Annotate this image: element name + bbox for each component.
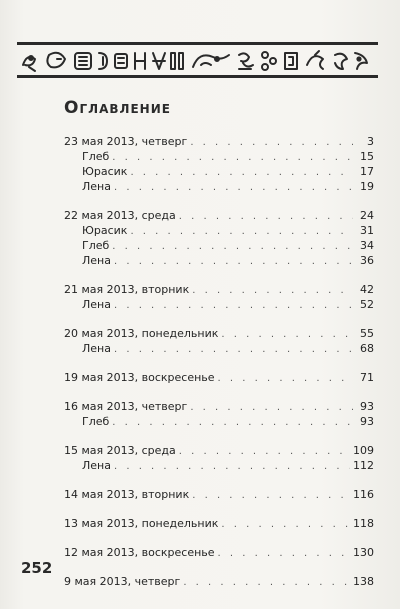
dot-leader (183, 576, 350, 590)
toc-entry-date-label: 19 мая 2013, воскресенье (64, 371, 215, 384)
toc-entry-sub-label: Лена (82, 254, 111, 267)
toc-entry-date (64, 444, 374, 459)
toc-entry-sub-label: Лена (82, 180, 111, 193)
dot-leader (114, 255, 353, 269)
mayan-glyph-frieze (17, 42, 378, 78)
toc-entry-sub-label: Лена (82, 298, 111, 311)
toc-entry-date-label: 21 мая 2013, вторник (64, 283, 190, 296)
toc-entry-sub-page: 93 (360, 415, 374, 428)
dot-leader (112, 416, 353, 430)
toc-entry-date (64, 209, 374, 224)
toc-entry-date-page: 109 (353, 444, 374, 457)
toc-group (64, 371, 374, 386)
toc-entry-sub-page: 112 (353, 459, 374, 472)
page-number: 252 (21, 559, 53, 577)
toc-entry-date-page: 130 (353, 546, 374, 559)
dot-leader (190, 136, 353, 150)
toc-group (64, 400, 374, 430)
toc-entry-sub (64, 239, 374, 254)
toc-group (64, 517, 374, 532)
toc-entry-sub-label: Юрасик (82, 165, 128, 178)
toc-entry-date-label: 14 мая 2013, вторник (64, 488, 190, 501)
dot-leader (221, 518, 350, 532)
toc-entry-sub (64, 298, 374, 313)
toc-entry-sub-label: Лена (82, 459, 111, 472)
toc-entry-sub-label: Глеб (82, 415, 110, 428)
dot-leader (218, 547, 350, 561)
toc-entry-sub-label: Лена (82, 342, 111, 355)
toc-entry-date-page: 71 (360, 371, 374, 384)
table-of-contents (64, 135, 374, 604)
dot-leader (130, 225, 353, 239)
toc-entry-date (64, 400, 374, 415)
toc-entry-date-label: 12 мая 2013, воскресенье (64, 546, 215, 559)
toc-entry-date-page: 55 (360, 327, 374, 340)
toc-entry-sub (64, 254, 374, 269)
dot-leader (190, 401, 353, 415)
toc-entry-date (64, 135, 374, 150)
toc-entry-sub (64, 224, 374, 239)
dot-leader (130, 166, 353, 180)
toc-group (64, 327, 374, 357)
glyph-frieze-icon (17, 45, 372, 75)
toc-entry-sub-label: Юрасик (82, 224, 128, 237)
toc-entry-sub (64, 165, 374, 180)
toc-entry-sub-page: 34 (360, 239, 374, 252)
toc-entry-date-label: 23 мая 2013, четверг (64, 135, 188, 148)
toc-group (64, 488, 374, 503)
dot-leader (179, 445, 350, 459)
toc-entry-sub (64, 180, 374, 195)
toc-entry-date-label: 22 мая 2013, среда (64, 209, 176, 222)
page-title: Оглавление (64, 98, 171, 118)
toc-entry-date-label: 15 мая 2013, среда (64, 444, 176, 457)
toc-entry-date (64, 371, 374, 386)
toc-group (64, 135, 374, 195)
toc-entry-date-label: 13 мая 2013, понедельник (64, 517, 219, 530)
dot-leader (114, 460, 350, 474)
dot-leader (221, 328, 353, 342)
toc-entry-sub-page: 17 (360, 165, 374, 178)
toc-group (64, 283, 374, 313)
dot-leader (114, 299, 353, 313)
toc-entry-date-page: 116 (353, 488, 374, 501)
toc-entry-date-label: 9 мая 2013, четверг (64, 575, 181, 588)
toc-entry-date (64, 283, 374, 298)
toc-entry-date-page: 93 (360, 400, 374, 413)
toc-entry-sub (64, 459, 374, 474)
toc-entry-sub-page: 68 (360, 342, 374, 355)
dot-leader (112, 240, 353, 254)
toc-entry-sub-page: 36 (360, 254, 374, 267)
toc-entry-sub (64, 342, 374, 357)
toc-entry-date-page: 42 (360, 283, 374, 296)
toc-entry-sub (64, 150, 374, 165)
toc-entry-date (64, 546, 374, 561)
toc-entry-date-label: 16 мая 2013, четверг (64, 400, 188, 413)
dot-leader (192, 489, 350, 503)
toc-group (64, 444, 374, 474)
toc-entry-sub-page: 15 (360, 150, 374, 163)
dot-leader (192, 284, 353, 298)
toc-entry-date (64, 575, 374, 590)
dot-leader (218, 372, 353, 386)
toc-group (64, 546, 374, 561)
toc-entry-sub-page: 31 (360, 224, 374, 237)
toc-entry-sub-page: 52 (360, 298, 374, 311)
toc-entry-sub-label: Глеб (82, 150, 110, 163)
dot-leader (114, 181, 353, 195)
toc-group (64, 209, 374, 269)
toc-entry-date-page: 118 (353, 517, 374, 530)
toc-entry-sub (64, 415, 374, 430)
toc-entry-date (64, 517, 374, 532)
dot-leader (114, 343, 353, 357)
toc-entry-date-page: 138 (353, 575, 374, 588)
toc-entry-date-page: 3 (367, 135, 374, 148)
toc-group (64, 575, 374, 590)
dot-leader (112, 151, 353, 165)
dot-leader (179, 210, 353, 224)
toc-entry-date-page: 24 (360, 209, 374, 222)
toc-entry-date-label: 20 мая 2013, понедельник (64, 327, 219, 340)
toc-entry-date (64, 488, 374, 503)
toc-entry-sub-page: 19 (360, 180, 374, 193)
toc-entry-date (64, 327, 374, 342)
toc-entry-sub-label: Глеб (82, 239, 110, 252)
